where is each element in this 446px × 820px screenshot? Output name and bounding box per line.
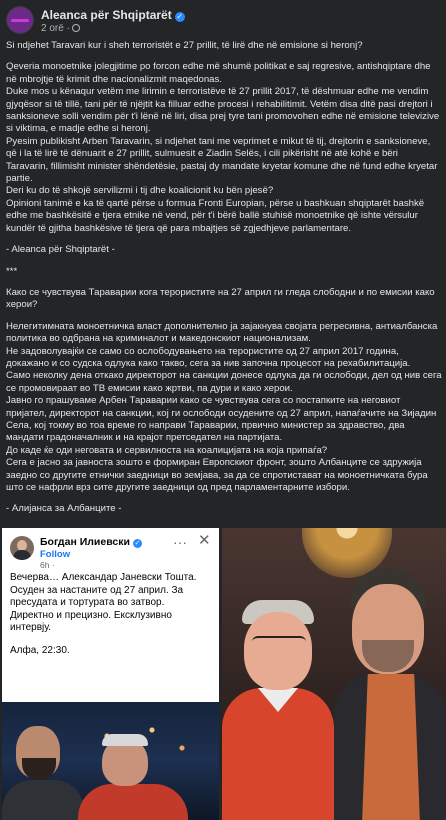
card-verified-icon: ✓ bbox=[134, 540, 141, 547]
post-paragraph: Јавно го прашуваме Арбен Тараварии како се чувствува сега со постапките на неговиот пријател, директорот на санкции, кој ги ослободи осудените од 27 април, напаѓачите на Зијадин Села, кој токму во тоа време го направи Тараварии, првично министер за здравство, два мандати градоначалник и на крајот претседател на партијата. bbox=[6, 395, 437, 444]
embedded-post-card bbox=[2, 528, 219, 702]
globe-icon bbox=[72, 24, 80, 32]
post-paragraph: Не задоволувајќи се само со ослободувањето на терористите од 27 април 2017 година, докажано и со судска одлука како такво, сега за нив започна процесот на рехабилитација. bbox=[6, 345, 411, 369]
card-text bbox=[10, 572, 210, 658]
post-paragraph: До каде ќе оди неговата и сервилноста на коалицијата на која припаѓа? bbox=[6, 444, 328, 456]
post-paragraph: - Aleanca për Shqiptarët - bbox=[6, 244, 115, 256]
post-timestamp[interactable]: 2 orë · bbox=[41, 23, 70, 34]
person-right-body bbox=[78, 784, 188, 820]
post-paragraph: Si ndjehet Taravari kur i sheh terroristët e 27 prillit, të lirë dhe në emisione si heronj? bbox=[6, 40, 363, 51]
post-paragraph: Како се чувствува Тараварии кога терористите на 27 април ги гледа слободни и по емисии како херои? bbox=[6, 286, 435, 311]
close-icon: ✕ bbox=[198, 532, 211, 549]
person-left-body bbox=[2, 780, 84, 820]
card-line bbox=[10, 635, 210, 645]
card-line: Осуден за настаните од 27 април. За пресудата и тортурата во затвор. bbox=[10, 584, 184, 609]
card-line: Директно и прецизно. Ексклузивно интервју. bbox=[10, 609, 172, 634]
post-header bbox=[6, 6, 440, 36]
more-options-icon: ··· bbox=[173, 534, 187, 550]
post-meta bbox=[41, 23, 80, 34]
avatar-logo-stripe bbox=[11, 19, 29, 22]
photo-two-men[interactable] bbox=[222, 528, 446, 820]
post-paragraph: Само неколку дена откако директорот на санкции донесе одлука да ги ослободи, дел од нив сега се промовираат во ТВ емисии како жртви, па дури и како херои. bbox=[6, 370, 442, 394]
card-author-name-text: Богдан Илиевски bbox=[40, 536, 130, 548]
man-right-shirt bbox=[362, 674, 420, 820]
post-paragraph bbox=[6, 312, 442, 321]
man-left-glasses bbox=[252, 636, 306, 650]
card-author-avatar bbox=[10, 536, 34, 560]
post-paragraph bbox=[6, 52, 442, 61]
card-line: Вечерва… Александар Јаневски Тошта. bbox=[10, 572, 197, 583]
card-timestamp: 6h · bbox=[40, 560, 55, 570]
post-photos bbox=[0, 528, 446, 820]
post-paragraph: - Алијанса за Албанците - bbox=[6, 503, 122, 515]
page-name[interactable] bbox=[41, 8, 185, 22]
card-line: Алфа, 22:30. bbox=[10, 644, 70, 656]
verified-badge-icon: ✓ bbox=[176, 12, 184, 21]
post-paragraph bbox=[6, 257, 442, 266]
card-follow-button: Follow bbox=[40, 549, 71, 560]
page-name-text[interactable]: Aleanca për Shqiptarët bbox=[41, 8, 172, 22]
post-paragraph: Qeveria monoetnike jolegjitime po forcon edhe më shumë politikat e saj regresive, antishqiptare dhe në mbrojtje të krimit dhe nacionalizmit maqedonas. bbox=[6, 61, 431, 85]
man-left-head bbox=[244, 612, 312, 690]
post-paragraph: Нелегитимната монoетничка власт дополнително ја зајакнува својата регресивна, антиалбанска политика во одбрана на криминалот и македонскиот национализам. bbox=[6, 320, 438, 345]
person-right-hair bbox=[102, 734, 148, 746]
avatar-body bbox=[13, 550, 31, 560]
post-paragraph: Pyesim publikisht Arben Taravarin, si ndjehet tani me veprimet e mikut të tij, drejtorin e sanksioneve, që i la të lirë të dënuarit e 27 prillit, sulmuesit e Ziadin Selës, i cili pikërisht në atë kohë e bëri Taravarin, fillimisht minister shëndetësie, pastaj dy mandate kryetar komune dhe në fund edhe kryetar partie. bbox=[6, 135, 438, 185]
post-paragraph bbox=[6, 235, 442, 244]
page-avatar[interactable] bbox=[6, 6, 34, 34]
post-paragraph: Opinioni tanimë e ka të qartë përse u formua Fronti Europian, përse u bashkuan shqiptarët bashkë edhe me bashkësitë e tjera etnike në vend, për t'i bërë ballë stuhisë monoetnike që ishte vërsulur kundër të gjitha bashkësive të tjera që para mbajtjes së zgjedhjeve parlamentare. bbox=[6, 197, 425, 234]
post-paragraph bbox=[6, 494, 442, 503]
post-paragraph: Duke mos u kënaqur vetëm me lirimin e terroristëve të 27 prillit 2017, të dëshmuar edhe me vendim gjyqësor si të tillë, tani për të njëjtit ka filluar edhe procesi i rehabilitimit. Vetëm disa ditë pasi drejtori i sanksioneve solli vendim për t'i lënë në liri, disa prej tyre tani promovohen edhe në emisione televizive si viktima, e madje edhe si heronj. bbox=[6, 86, 440, 135]
selfie-photo bbox=[2, 702, 219, 820]
card-author-name bbox=[40, 536, 142, 548]
post-paragraph: Deri ku do të shkojë servilizmi i tij dhe koalicionit ku bën pjesë? bbox=[6, 185, 274, 197]
post-paragraph: *** bbox=[6, 265, 18, 277]
post-paragraph: Сега е јасно за јавноста зошто е формиран Европскиот фронт, зошто Албанците се здружија заедно со другите етнички заедници во земјава, за да се спротистават на монoетничката бура што се нафрли врз сите другите заедници од пред парламентарните избори. bbox=[6, 457, 428, 493]
post-text bbox=[6, 40, 442, 516]
photo-screenshot[interactable] bbox=[2, 528, 219, 820]
post-paragraph bbox=[6, 278, 442, 287]
